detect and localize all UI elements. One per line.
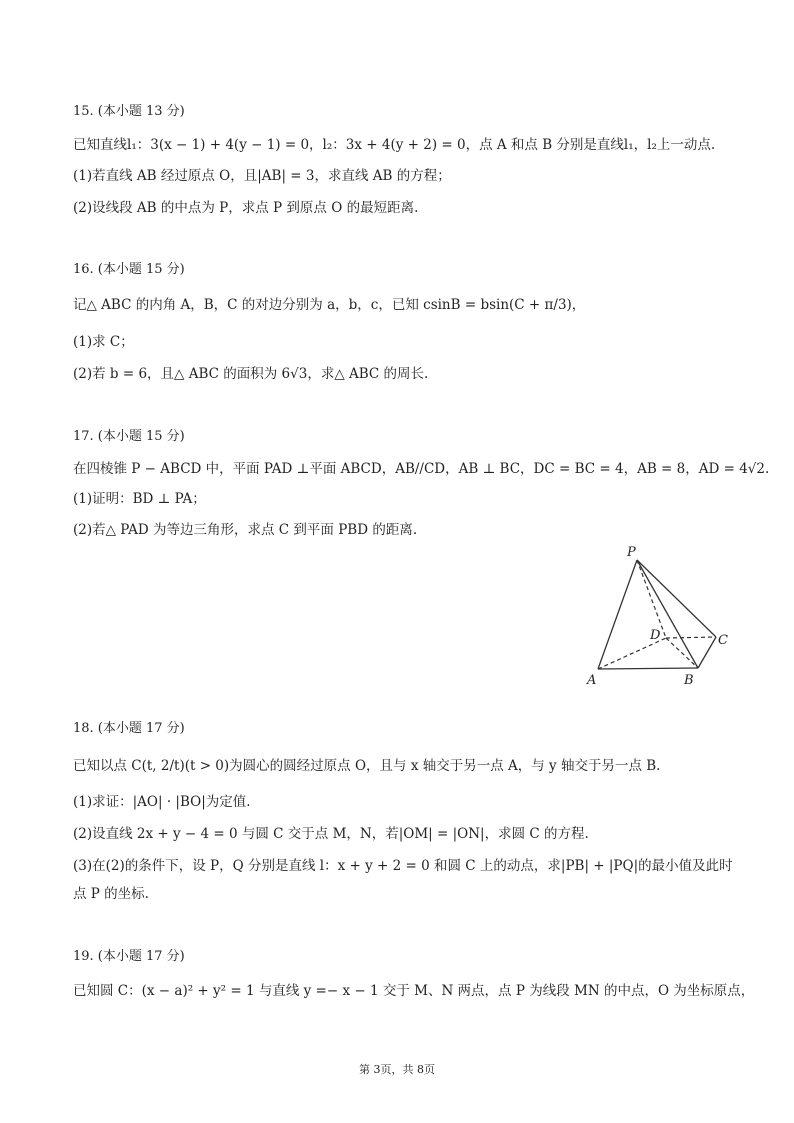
q17-part1: (1)证明：BD ⊥ PA；	[73, 491, 206, 507]
q17-part2: (2)若△ PAD 为等边三角形，求点 C 到平面 PBD 的距离.	[73, 522, 418, 538]
q17-header: 17. (本小题 15 分)	[73, 429, 185, 444]
edge-pb	[637, 560, 698, 668]
q16-part2: (2)若 b = 6，且△ ABC 的面积为 6√3，求△ ABC 的周长.	[73, 366, 429, 382]
label-a: A	[587, 673, 597, 688]
q16-header: 16. (本小题 15 分)	[73, 262, 185, 277]
q16-stem: 记△ ABC 的内角 A，B，C 的对边分别为 a，b，c，已知 csinB = bsin(C + π/3)，	[73, 297, 586, 313]
q18-part3-line1: (3)在(2)的条件下，设 P，Q 分别是直线 l：x + y + 2 = 0 和圆 C 上的动点，求|PB| + |PQ|的最小值及此时	[73, 858, 733, 874]
label-d: D	[650, 628, 661, 643]
edge-pa	[598, 560, 637, 669]
page-footer: 第 3页，共 8页	[359, 1063, 435, 1076]
q15-part2: (2)设线段 AB 的中点为 P，求点 P 到原点 O 的最短距离.	[73, 200, 419, 216]
pyramid-figure	[580, 540, 740, 690]
edge-bd	[666, 638, 698, 668]
q15-stem: 已知直线l₁：3(x − 1) + 4(y − 1) = 0，l₂：3x + 4(y + 2) = 0，点 A 和点 B 分别是直线l₁，l₂上一动点.	[73, 137, 716, 153]
q18-stem: 已知以点 C(t, 2/t)(t > 0)为圆心的圆经过原点 O，且与 x 轴交于另一点 A，与 y 轴交于另一点 B.	[73, 758, 661, 774]
label-b: B	[684, 673, 694, 688]
edge-bc	[698, 637, 716, 668]
label-c: C	[718, 633, 728, 648]
q18-part2: (2)设直线 2x + y − 4 = 0 与圆 C 交于点 M，N，若|OM| = |ON|，求圆 C 的方程.	[73, 826, 589, 842]
q15-part1: (1)若直线 AB 经过原点 O，且|AB| = 3，求直线 AB 的方程；	[73, 168, 451, 184]
edge-pc	[637, 560, 716, 637]
q18-part1: (1)求证：|AO| · |BO|为定值.	[73, 794, 251, 810]
q16-part1: (1)求 C；	[73, 334, 134, 350]
edge-dc	[666, 637, 716, 638]
label-p: P	[627, 545, 636, 560]
q18-header: 18. (本小题 17 分)	[73, 721, 185, 736]
q19-header: 19. (本小题 17 分)	[73, 949, 185, 964]
q17-stem: 在四棱锥 P − ABCD 中，平面 PAD ⊥平面 ABCD，AB//CD，AB ⊥ BC，DC = BC = 4，AB = 8，AD = 4√2.	[73, 461, 770, 477]
edge-pd	[637, 560, 666, 638]
q19-stem: 已知圆 C：(x − a)² + y² = 1 与直线 y =− x − 1 交于 M、N 两点，点 P 为线段 MN 的中点，O 为坐标原点，	[73, 983, 755, 999]
q18-part3-line2: 点 P 的坐标.	[73, 886, 149, 902]
edge-ab	[598, 668, 698, 669]
q15-header: 15. (本小题 13 分)	[73, 104, 185, 119]
